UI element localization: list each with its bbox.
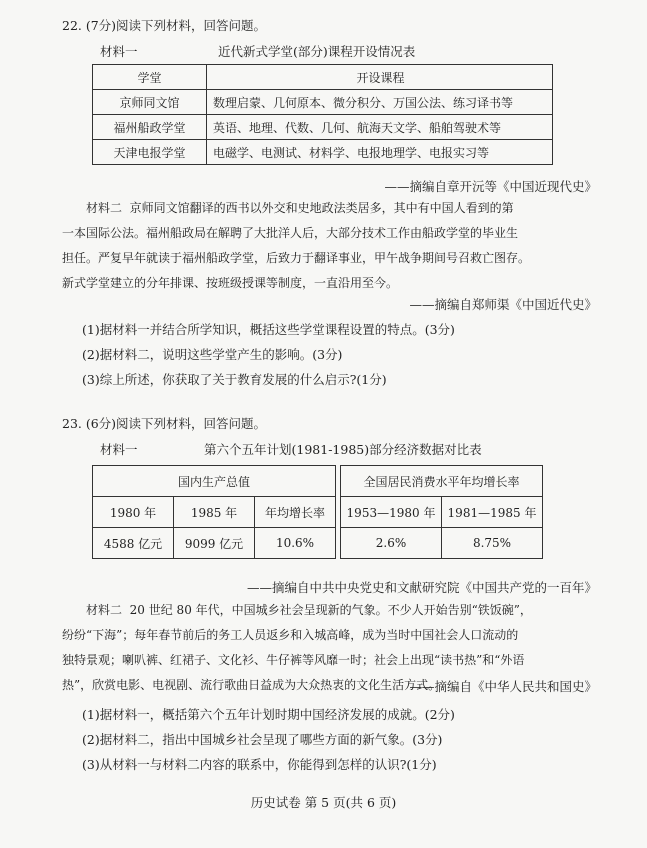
table-cell: 京师同文馆 <box>93 90 207 115</box>
q23-material1-label: 材料一 <box>100 442 138 457</box>
paragraph-line: 热”，欣赏电影、电视剧、流行歌曲日益成为大众热衷的文化生活方式。 <box>62 678 441 692</box>
q23-consumption-table <box>340 465 543 559</box>
table-cell: 9099 亿元 <box>174 528 255 559</box>
table-cell: 英语、地理、代数、几何、航海天文学、船舶驾驶术等 <box>207 115 553 140</box>
q23-material2-label: 材料二 <box>86 603 123 617</box>
table-row <box>341 528 543 559</box>
table-cell: 2.6% <box>341 528 442 559</box>
paragraph-line: 担任。严复早年就读于福州船政学堂，后致力于翻译事业，甲午战争期间号召救亡图存。 <box>62 251 531 265</box>
q23-question-3: (3)从材料一与材料二内容的联系中，你能得到怎样的认识?(1分) <box>82 757 437 772</box>
q22-question-2: (2)据材料二，说明这些学堂产生的影响。(3分) <box>82 347 343 362</box>
table-cell: 电磁学、电测试、材料学、电报地理学、电报实习等 <box>207 140 553 165</box>
q22-material1-label: 材料一 <box>100 44 138 59</box>
table-cell: 4588 亿元 <box>93 528 174 559</box>
table-row <box>93 528 336 559</box>
q22-question-3: (3)综上所述，你获取了关于教育发展的什么启示?(1分) <box>82 372 387 387</box>
q22-material2-label: 材料二 <box>86 201 123 215</box>
q22-material1-source: ——摘编自章开沅等《中国近现代史》 <box>384 179 597 194</box>
q23-title: 23. (6分)阅读下列材料，回答问题。 <box>62 416 267 431</box>
table-header-row <box>93 65 553 90</box>
paragraph-line: 一本国际公法。福州船政局在解聘了大批洋人后，大部分技术工作由船政学堂的毕业生 <box>62 226 519 240</box>
table-cell: 8.75% <box>442 528 543 559</box>
q23-gdp-table <box>92 465 336 559</box>
q22-material2-source: ——摘编自郑师渠《中国近代史》 <box>409 297 597 312</box>
table-cell: 年均增长率 <box>255 497 336 528</box>
table-cell: 福州船政学堂 <box>93 115 207 140</box>
table-cell: 数理启蒙、几何原本、微分积分、万国公法、练习译书等 <box>207 90 553 115</box>
table-header-cell: 全国居民消费水平年均增长率 <box>341 466 543 497</box>
page-footer: 历史试卷 第 5 页(共 6 页) <box>250 795 397 810</box>
q22-material2-paragraph <box>62 196 592 296</box>
table-cell: 10.6% <box>255 528 336 559</box>
paragraph-line: 独特景观；喇叭裤、红裙子、文化衫、牛仔裤等风靡一时；社会上出现“读书热”和“外语 <box>62 653 525 667</box>
table-row <box>93 140 553 165</box>
table-cell: 天津电报学堂 <box>93 140 207 165</box>
paragraph-line: 新式学堂建立的分年排课、按班级授课等制度，一直沿用至今。 <box>62 276 399 290</box>
paragraph-line: 京师同文馆翻译的西书以外交和史地政法类居多，其中有中国人看到的第 <box>129 201 514 215</box>
table-row <box>93 497 336 528</box>
q23-material1-source: ——摘编自中共中央党史和文献研究院《中国共产党的一百年》 <box>246 580 597 595</box>
q23-question-1: (1)据材料一，概括第六个五年计划时期中国经济发展的成就。(2分) <box>82 707 455 722</box>
table-header-cell: 开设课程 <box>207 65 553 90</box>
table-row <box>93 115 553 140</box>
q22-course-table <box>92 64 553 165</box>
table-row <box>341 497 543 528</box>
table-cell: 1981—1985 年 <box>442 497 543 528</box>
table-cell: 1980 年 <box>93 497 174 528</box>
q22-question-1: (1)据材料一并结合所学知识，概括这些学堂课程设置的特点。(3分) <box>82 322 455 337</box>
table-header-row <box>341 466 543 497</box>
q22-title: 22. (7分)阅读下列材料，回答问题。 <box>62 18 267 33</box>
q23-question-2: (2)据材料二，指出中国城乡社会呈现了哪些方面的新气象。(3分) <box>82 732 443 747</box>
table-cell: 1985 年 <box>174 497 255 528</box>
paragraph-line: 20 世纪 80 年代，中国城乡社会呈现新的气象。不少人开始告别“铁饭碗”， <box>129 603 532 617</box>
paragraph-line: 纷纷“下海”；每年春节前后的务工人员返乡和入城高峰，成为当时中国社会人口流动的 <box>62 628 519 642</box>
table-cell: 1953—1980 年 <box>341 497 442 528</box>
table-header-cell: 国内生产总值 <box>93 466 336 497</box>
q22-table-title: 近代新式学堂(部分)课程开设情况表 <box>218 44 416 59</box>
table-header-cell: 学堂 <box>93 65 207 90</box>
q23-material2-source: ——摘编自《中华人民共和国史》 <box>409 679 597 694</box>
table-header-row <box>93 466 336 497</box>
table-row <box>93 90 553 115</box>
q23-table-title: 第六个五年计划(1981-1985)部分经济数据对比表 <box>204 442 482 457</box>
